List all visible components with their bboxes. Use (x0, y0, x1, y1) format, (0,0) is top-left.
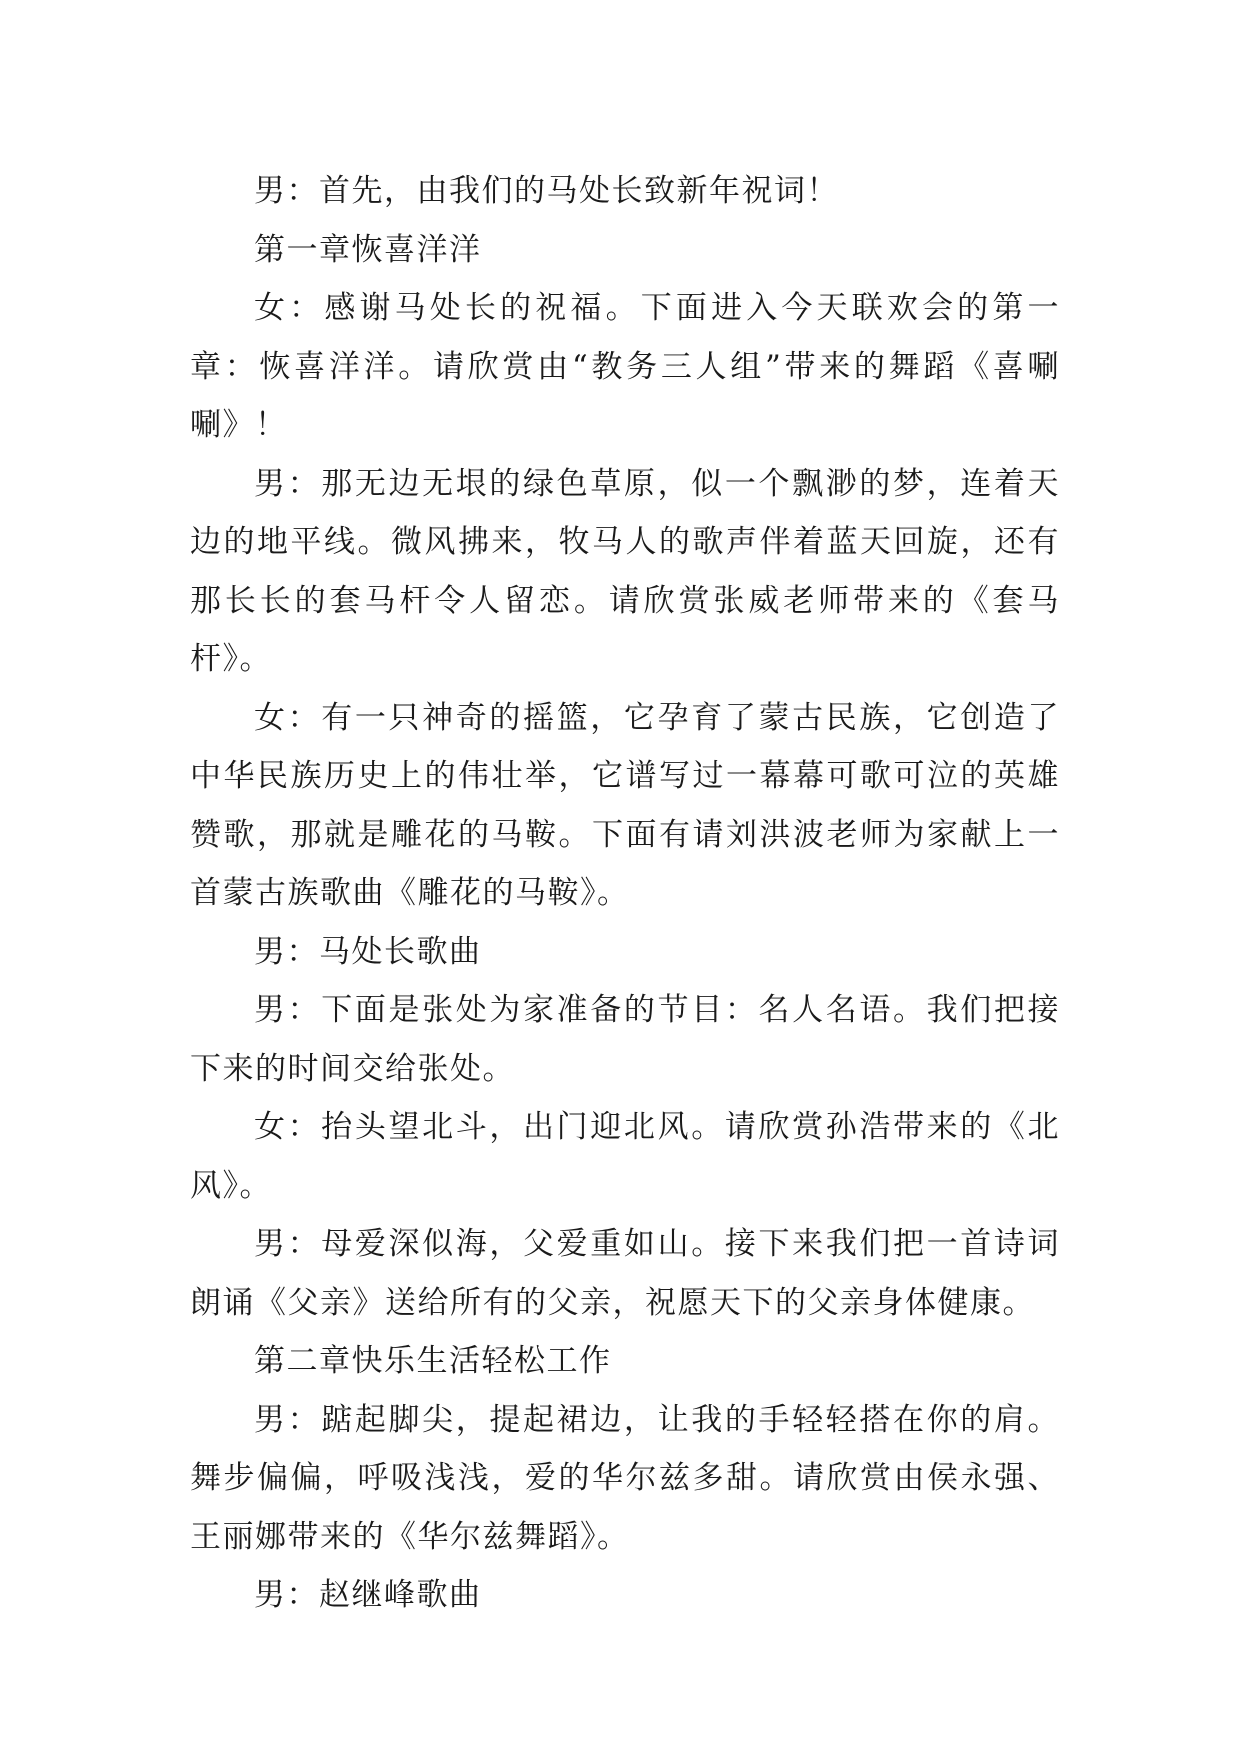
paragraph-zhao-song: 男：赵继峰歌曲 (254, 1577, 482, 1613)
chapter-one-heading: 第一章恢喜洋洋 (254, 231, 482, 268)
paragraph-north-wind: 女：抬头望北斗，出门迎北风。请欣赏孙浩带来的《北风》。 (190, 1109, 1060, 1204)
paragraph-opening-remarks: 男：首先，由我们的马处长致新年祝词！ (254, 173, 839, 209)
paragraph-grassland-intro: 男：那无边无垠的绿色草原，似一个飘渺的梦，连着天边的地平线。微风拂来，牧马人的歌声伴着蓝天回旋，还有那长长的套马杆令人留恋。请欣赏张威老师带来的《套马杆》。 (190, 465, 1060, 677)
chapter-two-heading: 第二章快乐生活轻松工作 (254, 1343, 612, 1379)
document-page (190, 162, 1060, 1625)
paragraph-saddle-intro: 女：有一只神奇的摇篮，它孕育了蒙古民族，它创造了中华民族历史上的伟壮举，它谱写过一幕幕可歌可泣的英雄赞歌，那就是雕花的马鞍。下面有请刘洪波老师为家献上一首蒙古族歌曲《雕花的马鞍》。 (190, 699, 1060, 911)
paragraph-waltz-intro: 男：踮起脚尖，提起裙边，让我的手轻轻搭在你的肩。舞步偏偏，呼吸浅浅，爱的华尔兹多甜。请欣赏由侯永强、王丽娜带来的《华尔兹舞蹈》。 (190, 1401, 1060, 1555)
paragraph-chapter-one-intro: 女：感谢马处长的祝福。下面进入今天联欢会的第一章：恢喜洋洋。请欣赏由“教务三人组”带来的舞蹈《喜唰唰》！ (190, 290, 1060, 443)
paragraph-father-poem: 男：母爱深似海，父爱重如山。接下来我们把一首诗词朗诵《父亲》送给所有的父亲，祝愿天下的父亲身体健康。 (190, 1226, 1060, 1321)
paragraph-director-song: 男：马处长歌曲 (254, 933, 482, 970)
paragraph-famous-quotes: 男：下面是张处为家准备的节目：名人名语。我们把接下来的时间交给张处。 (190, 992, 1060, 1087)
